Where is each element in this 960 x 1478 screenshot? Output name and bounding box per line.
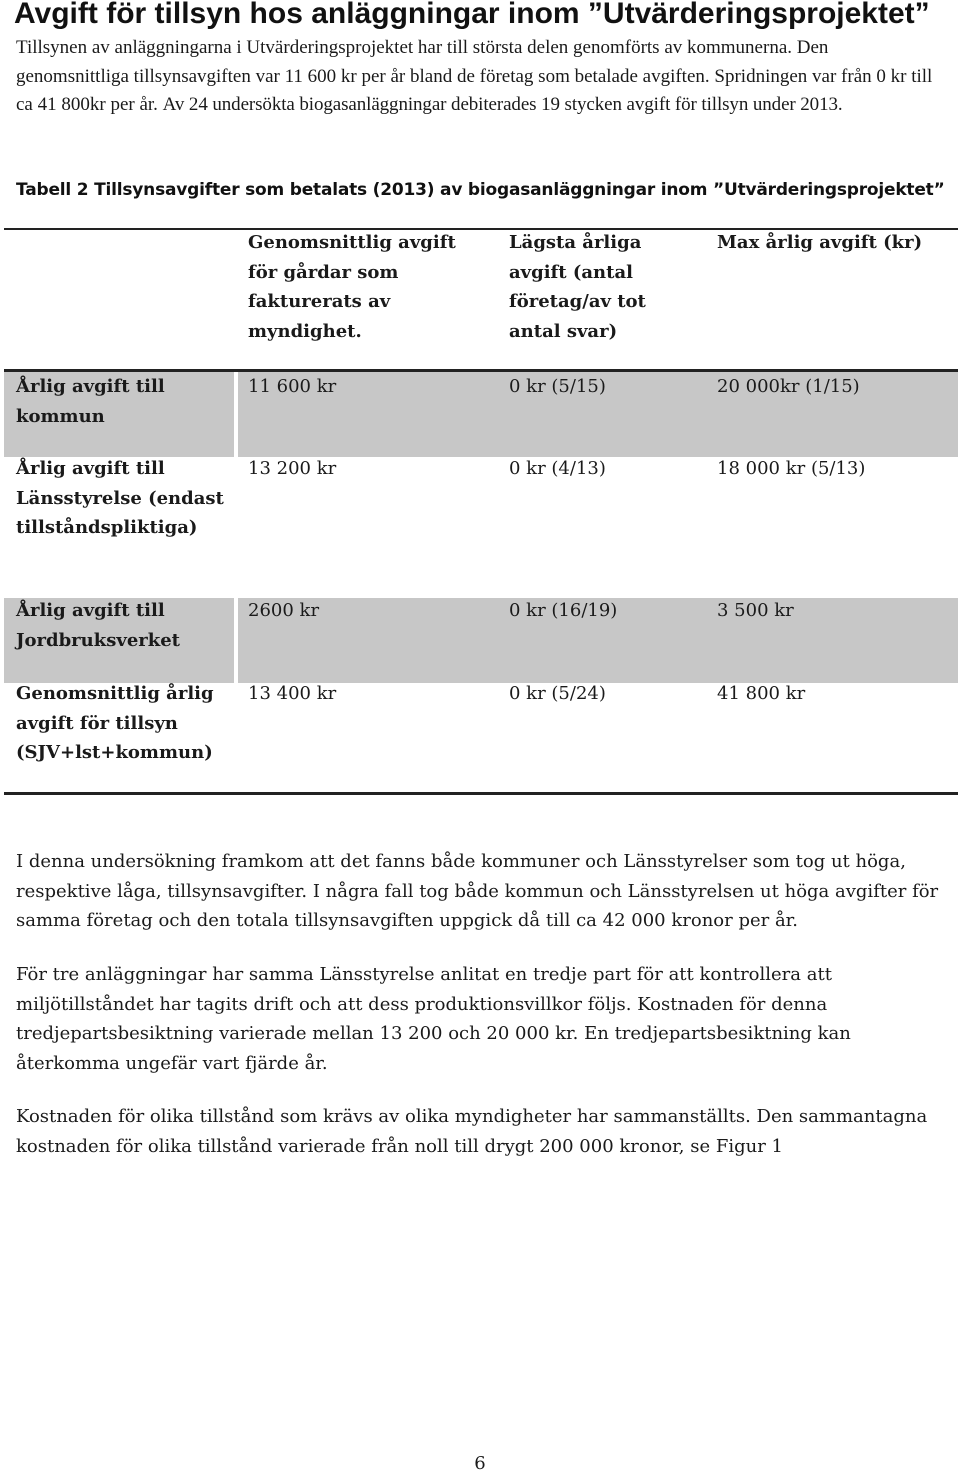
paragraph-third-party-inspection: För tre anläggningar har samma Länsstyrelse anlitat en tredje part för att kontrollera att miljötillståndet har tagits drift och att dess produktionsvillkor följs. Kostnaden för denna tredjepartsbesiktning varierade mellan 13 200 och 20 000 kr. En tredjepartsbesiktning kan återkomma ungefär vart fjärde år. — [16, 964, 851, 1074]
cell-lowest: 0 kr (4/13) — [509, 458, 606, 479]
row-label: Genomsnittlig årlig avgift för tillsyn (SJV+lst+kommun) — [16, 683, 214, 763]
page-number: 6 — [474, 1453, 486, 1474]
section-heading: Avgift för tillsyn hos anläggningar inom ”Utvärderingsprojektet” — [14, 0, 930, 30]
row-label: Årlig avgift till kommun — [16, 376, 165, 427]
header-average-fee: Genomsnittlig avgift för gårdar som fakturerats av myndighet. — [248, 232, 456, 342]
intro-paragraph — [16, 34, 946, 120]
header-lowest-fee: Lägsta årliga avgift (antal företag/av tot antal svar) — [509, 232, 646, 342]
paragraph-permit-costs: Kostnaden för olika tillstånd som krävs av olika myndigheter har sammanställts. Den sammantagna kostnaden för olika tillstånd varierade från noll till drygt 200 000 kronor, se Figur 1 — [16, 1106, 928, 1157]
cell-max: 3 500 kr — [717, 600, 794, 621]
cell-lowest: 0 kr (16/19) — [509, 600, 618, 621]
table-row — [4, 598, 958, 683]
header-max-fee: Max årlig avgift (kr) — [717, 232, 923, 253]
cell-max: 41 800 kr — [717, 683, 806, 704]
table-caption: Tabell 2 Tillsynsavgifter som betalats (2013) av biogasanläggningar inom ”Utvärderingsprojektet” — [16, 180, 945, 200]
cell-max: 18 000 kr (5/13) — [717, 458, 866, 479]
cell-lowest: 0 kr (5/15) — [509, 376, 606, 397]
table-bottom-rule — [4, 792, 958, 795]
cell-average: 13 400 kr — [248, 683, 337, 704]
intro-text-2: Av 24 undersökta biogasanläggningar debiterades 19 stycken avgift för tillsyn under 2013. — [162, 94, 843, 115]
cell-max: 20 000kr (1/15) — [717, 376, 860, 397]
intro-text-1: Tillsynen av anläggningarna i Utvärderingsprojektet har till största delen genomförts av kommunerna. Den genomsnittliga tillsynsavgiften var 11 600 kr per år bland de företag som betalade avgiften. Spridningen var från 0 kr till ca 41 800kr per år. — [16, 37, 933, 115]
paragraph-fees-findings: I denna undersökning framkom att det fanns både kommuner och Länsstyrelser som tog ut höga, respektive låga, tillsynsavgifter. I några fall tog både kommun och Länsstyrelsen ut höga avgifter för samma företag och den totala tillsynsavgiften uppgick då till ca 42 000 kronor per år. — [16, 851, 939, 931]
cell-lowest: 0 kr (5/24) — [509, 683, 606, 704]
row-label: Årlig avgift till Länsstyrelse (endast tillståndspliktiga) — [16, 458, 224, 538]
cell-average: 11 600 kr — [248, 376, 337, 397]
table-row — [4, 457, 958, 598]
cell-average: 2600 kr — [248, 600, 320, 621]
table-row — [4, 372, 958, 457]
row-label: Årlig avgift till Jordbruksverket — [16, 600, 180, 651]
cell-average: 13 200 kr — [248, 458, 337, 479]
table-row — [4, 683, 958, 792]
